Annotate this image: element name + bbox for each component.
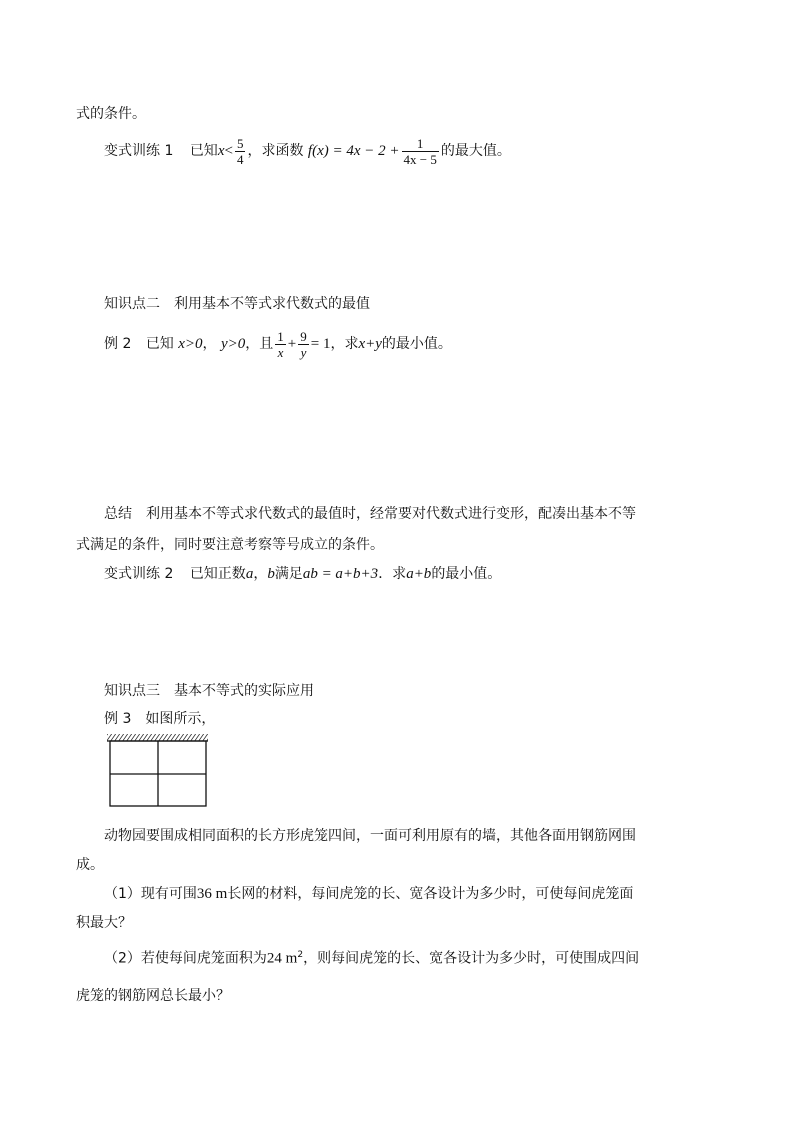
example-2-known: 已知 (145, 336, 174, 352)
wall-hatch (107, 734, 208, 741)
example-2-label: 例 2 (104, 336, 132, 352)
area-value: 24 m (266, 950, 298, 967)
frac-num: 1 (277, 328, 284, 344)
satisfy: 满足 (274, 566, 303, 582)
cond-x: x>0 (178, 336, 203, 352)
problem-paragraph-line-2: 成。 (76, 857, 104, 873)
comma: ， (253, 566, 268, 582)
example-2 (104, 326, 452, 362)
example-2-end: 的最小值。 (381, 336, 452, 352)
fraction-1-x (275, 329, 286, 360)
equals-1: = 1 (310, 336, 331, 352)
frac-num: 5 (236, 135, 244, 151)
question-2-line-2: 虎笼的钢筋网总长最小？ (76, 988, 230, 1004)
exercise-2-known: 已知正数 (189, 566, 246, 582)
question-1-start: （1）现有可围 (104, 886, 197, 902)
exercise-1-end: 的最大值。 (440, 143, 511, 159)
question-1-line-2: 积最大？ (76, 915, 132, 931)
frac-den: 4x − 5 (403, 151, 437, 167)
var-a: a (245, 566, 254, 582)
frac-num: 1 (416, 135, 424, 151)
var-b: b (267, 566, 275, 582)
plus: + (287, 336, 297, 352)
target-expr: a+b (406, 566, 432, 582)
frac-den: x (275, 344, 286, 360)
frac-den: 4 (236, 151, 244, 167)
cage-diagram (104, 732, 210, 808)
exercise-1 (104, 133, 511, 169)
fraction-1-over (402, 136, 439, 167)
example-3-label: 例 3 如图所示， (104, 711, 216, 727)
question-1-line-1 (104, 884, 633, 904)
var-x: x (217, 143, 225, 159)
knowledge-point-3-title: 知识点三 基本不等式的实际应用 (104, 683, 314, 699)
less-than: < (224, 143, 233, 159)
sum-expr: x+y (358, 336, 382, 352)
ask: ，求 (330, 336, 359, 352)
question-2-start: （2）若使每间虎笼面积为 (104, 950, 267, 967)
exercise-1-mid: ，求函数 (247, 143, 304, 159)
exercise-2-label: 变式训练 2 (104, 566, 174, 582)
question-2-line-1 (104, 945, 639, 969)
frac-num: 9 (300, 328, 307, 344)
frac-den: y (298, 344, 309, 360)
area-exponent: 2 (297, 950, 304, 960)
question-2-rest: ，则每间虎笼的长、宽各设计为多少时，可使围成四间 (303, 950, 640, 967)
function-expr: f(x) = 4x − 2 + (307, 143, 400, 159)
fraction-9-y (298, 329, 309, 360)
exercise-2-end: 的最小值。 (431, 566, 502, 582)
and-text: ，且 (245, 336, 274, 352)
cond-y: y>0 (221, 336, 246, 352)
summary-line-1: 总结 利用基本不等式求代数式的最值时，经常要对代数式进行变形，配凑出基本不等 (104, 506, 636, 522)
question-1-rest: 长网的材料，每间虎笼的长、宽各设计为多少时，可使每间虎笼面 (227, 886, 634, 902)
exercise-1-known: 已知 (189, 143, 218, 159)
continuation-text: 式的条件。 (76, 106, 146, 122)
ask: ．求 (378, 566, 407, 582)
summary-line-2: 式满足的条件，同时要注意考察等号成立的条件。 (76, 537, 384, 553)
length-value: 36 m (196, 886, 228, 902)
knowledge-point-2-title: 知识点二 利用基本不等式求代数式的最值 (104, 296, 370, 312)
exercise-2 (104, 564, 501, 584)
fraction-5-4 (235, 136, 246, 167)
problem-paragraph-line-1: 动物园要围成相同面积的长方形虎笼四间，一面可利用原有的墙，其他各面用钢筋网围 (104, 828, 636, 844)
exercise-1-label: 变式训练 1 (104, 143, 174, 159)
condition-expr: ab = a+b+3 (302, 566, 379, 582)
sep: ， (202, 336, 217, 352)
